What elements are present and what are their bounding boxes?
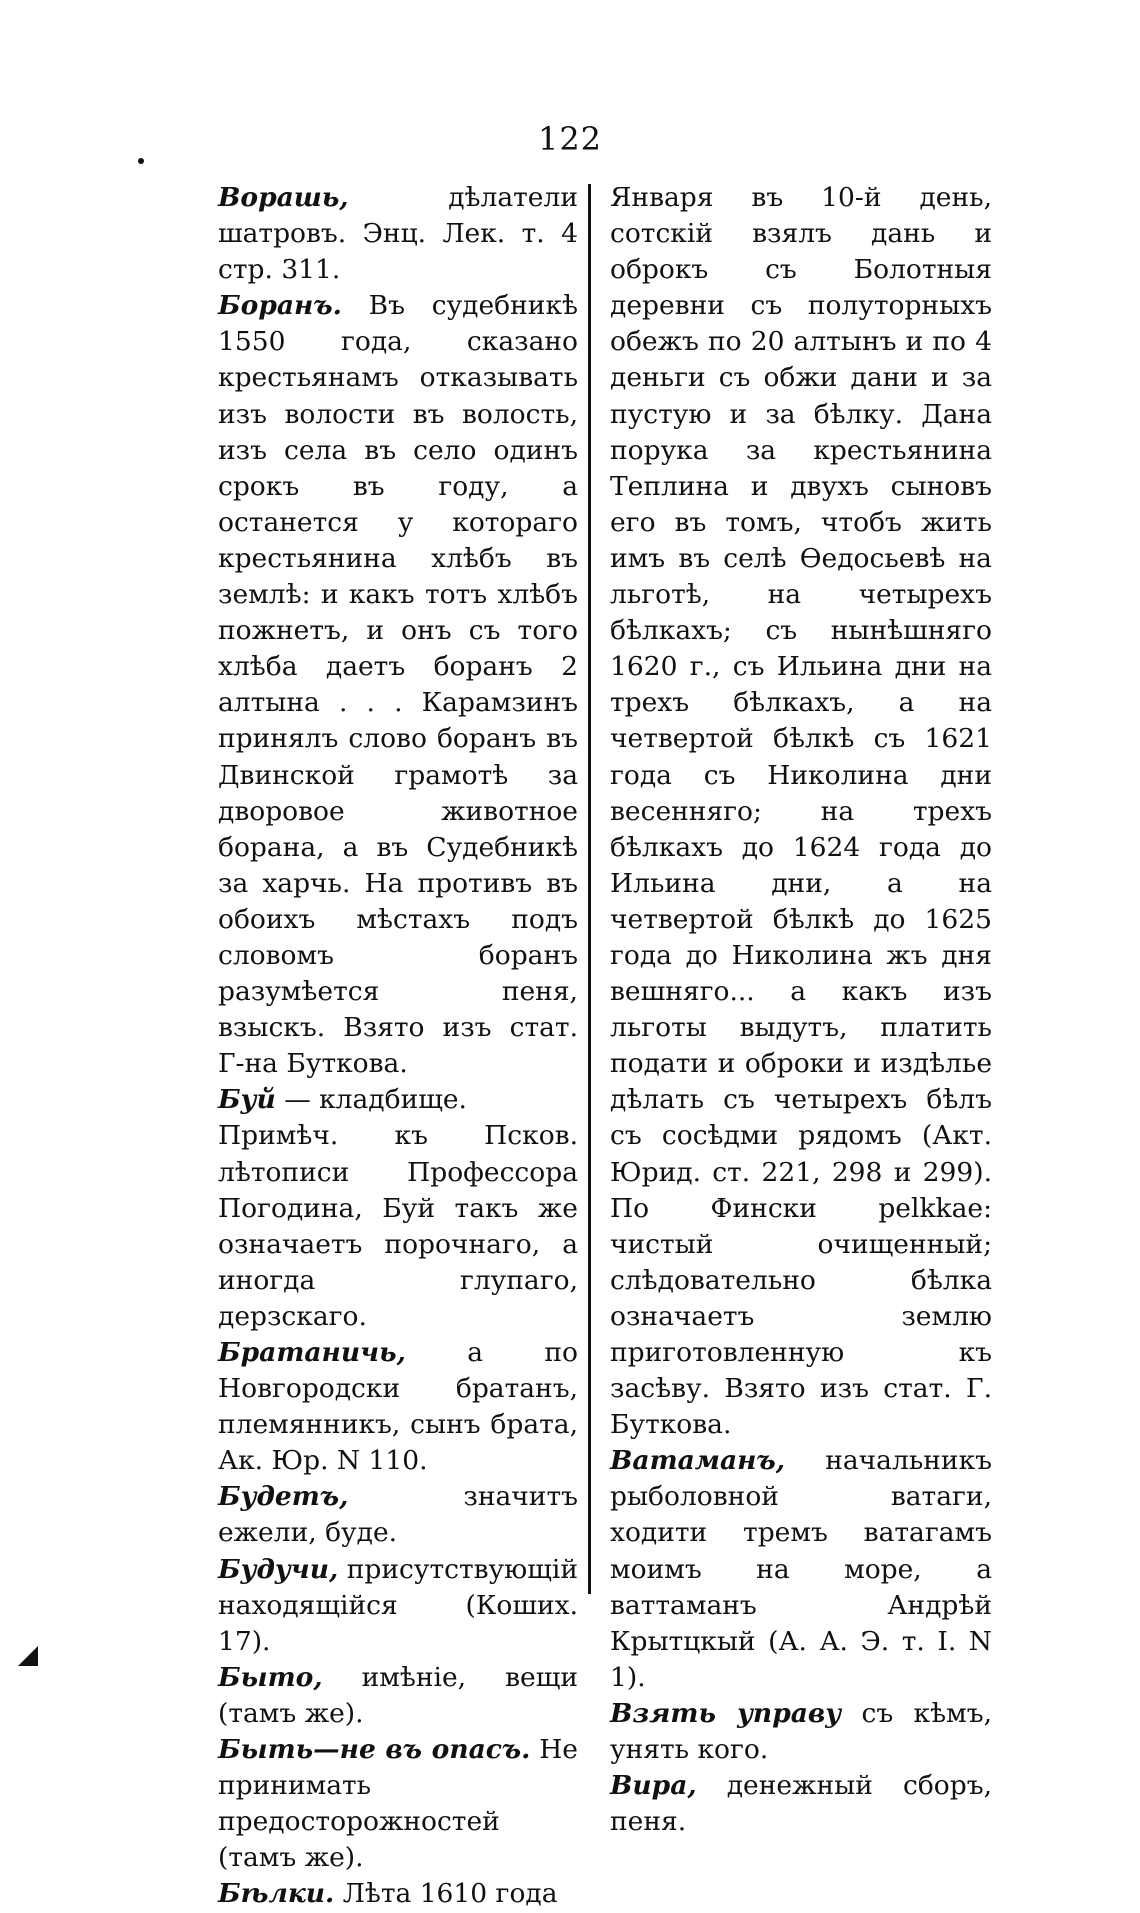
dictionary-entry <box>218 1335 578 1479</box>
entry-headword: Будучи, <box>218 1553 339 1585</box>
dictionary-entry <box>610 1696 992 1768</box>
entry-headword: Братаничь, <box>218 1337 406 1368</box>
entry-headword: Ворашь, <box>218 182 349 213</box>
left-column <box>218 180 578 1913</box>
dictionary-entry-continued <box>610 180 992 1443</box>
entry-text: Января въ 10-й день, сотскій взялъ дань и оброкъ съ Болотныя деревни съ полуторныхъ обежъ по 20 алтынъ и по 4 деньги съ обжи дани и за пустую и за бѣлку. Дана порука за крестьянина Теплина и двухъ сыновъ его въ томъ, чтобъ жить имъ въ селѣ Ѳедосьевѣ на льготѣ, на четырехъ бѣлкахъ; съ нынѣшняго 1620 г., съ Ильина дни на трехъ бѣлкахъ, а на четвертой бѣлкѣ съ 1621 года съ Николина дни весенняго; на трехъ бѣлкахъ до 1624 года до Ильина дни, а на четвертой бѣлкѣ до 1625 года до Николина жъ дня вешняго... а какъ изъ льготы выдутъ, платить подати и оброки и издѣлье дѣлать съ четырехъ бѣлъ съ сосѣдми рядомъ (Акт. Юрид. ст. 221, 298 и 299). По Фински pelkkae: чистый очищенный; слѣдовательно бѣлка означаетъ землю приготовленную къ засѣву. Взято изъ стат. Г. Буткова. <box>610 182 992 1441</box>
entry-text: Лѣта 1610 года <box>334 1878 558 1910</box>
entry-headword: Бѣлки. <box>218 1878 335 1910</box>
dictionary-entry <box>218 288 578 1082</box>
entry-text: Въ судебникѣ 1550 года, сказано крестьянамъ отказывать изъ волости въ волость, изъ села въ село одинъ срокъ въ году, а останется у котораго крестьянина хлѣбъ въ землѣ: и какъ тотъ хлѣбъ пожнетъ, и онъ съ того хлѣба даетъ боранъ 2 алтына . . . Карамзинъ принялъ слово боранъ въ Двинской грамотѣ за дворовое животное борана, а въ Судебникѣ за харчь. На противъ въ обоихъ мѣстахъ подъ словомъ боранъ разумѣется пеня, взыскъ. Взято изъ стат. Г-на Буткова. <box>218 290 578 1080</box>
dictionary-entry <box>610 1443 992 1696</box>
dictionary-entry <box>218 1732 578 1876</box>
page-number: 122 <box>537 120 603 158</box>
entry-text: — кладбище. <box>275 1084 467 1116</box>
dictionary-entry <box>610 1768 992 1840</box>
dictionary-note <box>218 1118 578 1335</box>
dictionary-entry <box>218 1660 578 1732</box>
dictionary-entry <box>218 1876 578 1912</box>
entry-headword: Будетъ, <box>218 1481 349 1513</box>
stray-dot-mark <box>138 158 144 164</box>
entry-text: имѣніе, вещи (тамъ же). <box>218 1661 578 1729</box>
entry-text: Примѣч. къ Псков. лѣтописи Профессора Погодина, Буй такъ же означаетъ порочнаго, а иногда глупаго, дерзскаго. <box>218 1120 578 1332</box>
entry-text: дѣлатели шатровъ. Энц. Лек. т. 4 стр. 311. <box>218 182 578 286</box>
entry-headword: Ватаманъ, <box>610 1445 785 1477</box>
dictionary-entry <box>218 180 578 288</box>
entry-text: съ кѣмъ, унять кого. <box>610 1697 992 1766</box>
right-column <box>610 180 992 1840</box>
entry-headword: Боранъ. <box>218 290 342 322</box>
dictionary-entry <box>218 1552 578 1660</box>
dictionary-entry <box>218 1479 578 1551</box>
entry-text: значитъ ежели, буде. <box>218 1481 578 1549</box>
entry-text: начальникъ рыболовной ватаги, ходити тремъ ватагамъ моимъ на море, а ваттаманъ Андрѣй Крытцкый (А. А. Э. т. I. N 1). <box>610 1445 992 1693</box>
entry-text: денежный сборъ, пеня. <box>610 1770 992 1838</box>
entry-headword: Вира, <box>610 1770 697 1802</box>
corner-mark <box>18 1646 38 1666</box>
entry-text: присутствующій находящійся (Коших. 17). <box>218 1553 578 1657</box>
entry-text: Не принимать предосторожностей (тамъ же). <box>218 1734 578 1874</box>
entry-headword: Быто, <box>218 1661 323 1693</box>
entry-headword: Взять управу <box>610 1697 842 1729</box>
dictionary-entry <box>218 1082 578 1118</box>
entry-text: а по Новгородски братанъ, племянникъ, сынъ брата, Ак. Юр. N 110. <box>218 1337 578 1477</box>
column-divider <box>588 184 591 1594</box>
entry-headword: Буй <box>218 1084 276 1116</box>
entry-headword: Быть—не въ опасъ. <box>218 1734 531 1766</box>
